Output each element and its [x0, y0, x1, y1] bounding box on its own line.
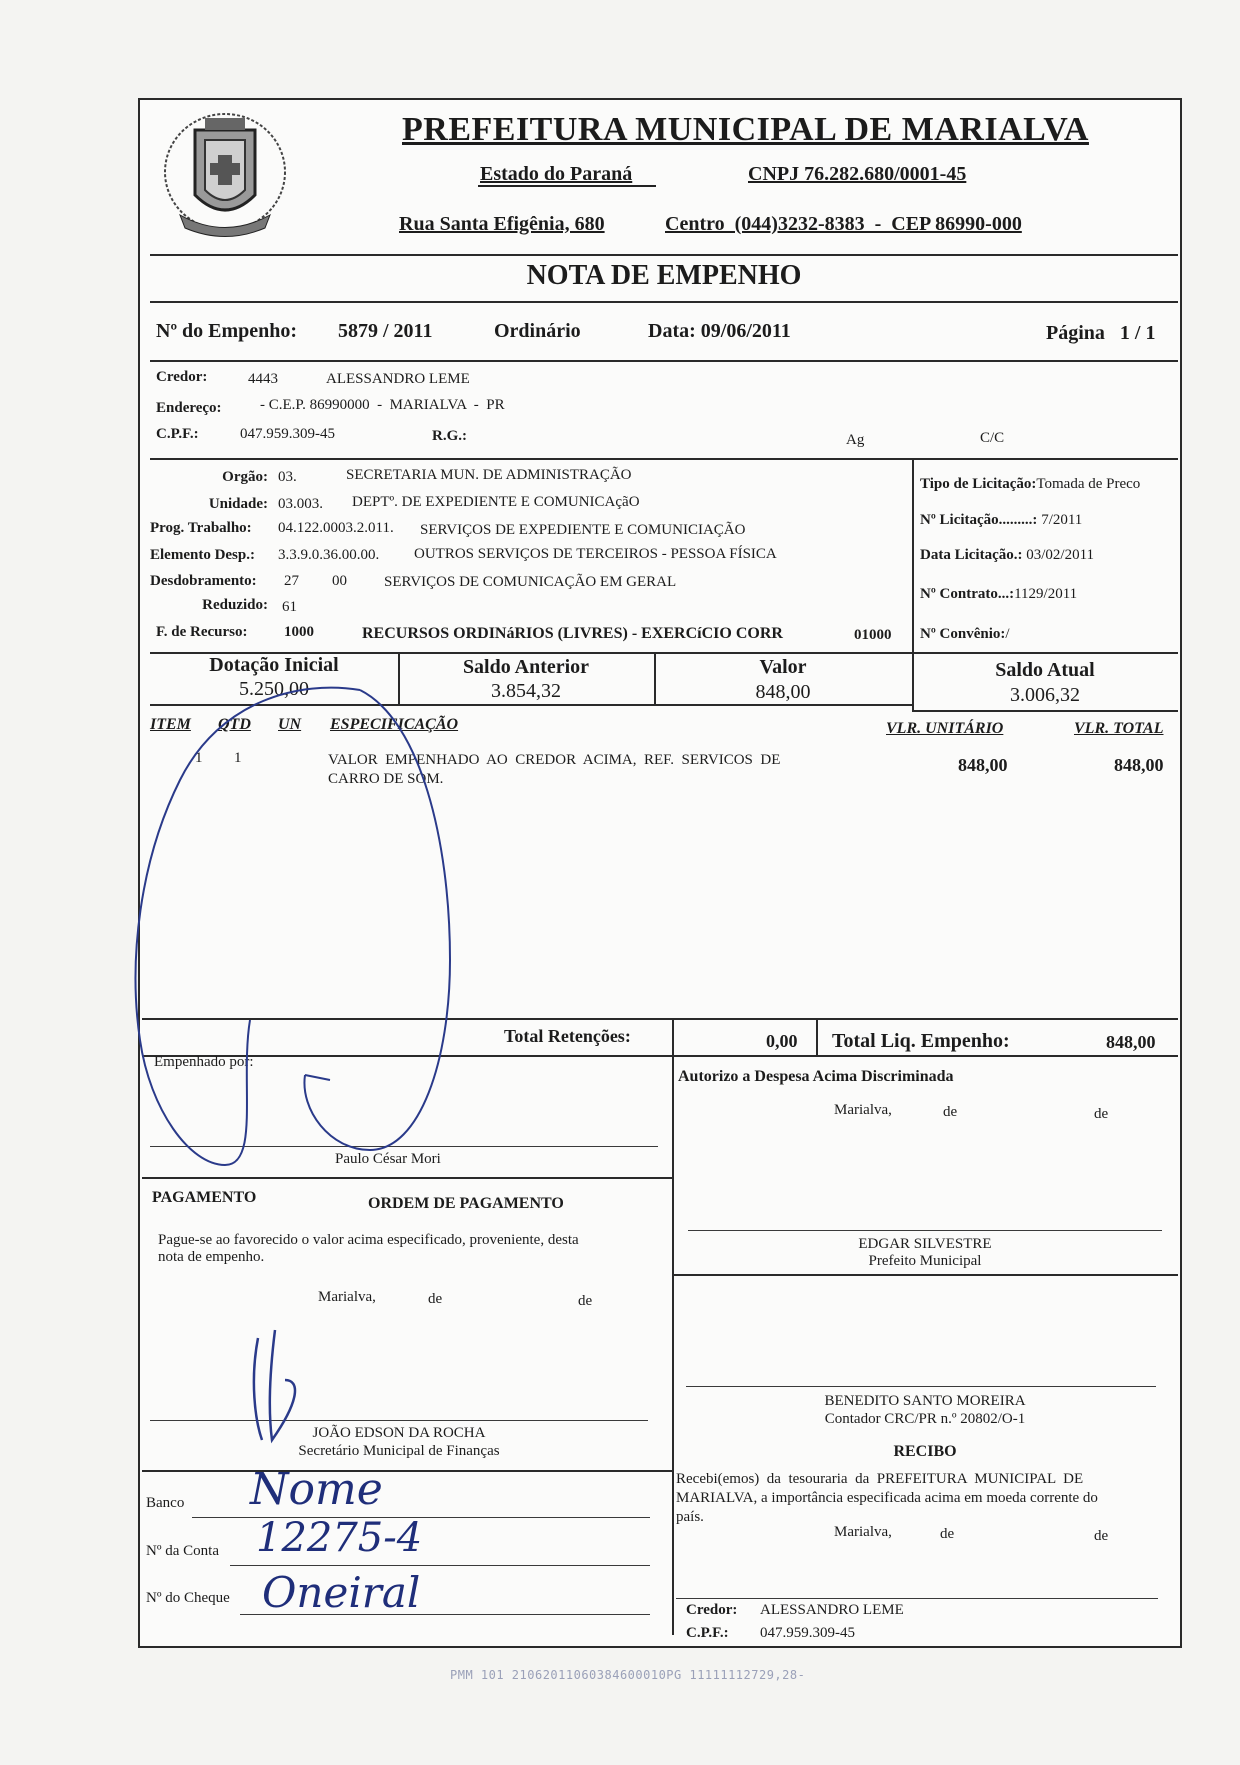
recibo-title: RECIBO: [893, 1443, 957, 1460]
reduzido-value: 61: [282, 599, 297, 615]
item-number: 1: [195, 750, 203, 766]
divider: [150, 301, 1178, 303]
divider: [150, 704, 912, 706]
items-header-espec: ESPECIFICAÇÃO: [330, 716, 459, 733]
prefeito-name: EDGAR SILVESTRE: [858, 1236, 992, 1252]
header-state-underline: [478, 185, 656, 187]
empenho-type: Ordinário: [494, 320, 581, 342]
divider: [672, 1018, 674, 1055]
divider: [142, 1018, 1178, 1020]
licitacao-data-label: Data Licitação.:: [920, 547, 1023, 563]
licitacao-tipo: [920, 476, 1140, 493]
header-address-rest: Centro (044)3232-8383 - CEP 86990-000: [665, 213, 1022, 235]
valor-value: 848,00: [755, 681, 811, 703]
desdobramento-code2: 00: [332, 573, 347, 589]
licitacao-convenio: [920, 626, 1010, 643]
prog-trabalho-desc: SERVIÇOS DE EXPEDIENTE E COMUNICIAÇÃO: [420, 522, 746, 538]
items-header-qtd: QTD: [218, 716, 251, 733]
divider: [150, 254, 1178, 256]
item-unit-value: 848,00: [958, 755, 1008, 775]
orgao-label: Orgão:: [222, 469, 268, 485]
recurso-code2: 01000: [854, 627, 892, 643]
header-state: Estado do Paraná: [480, 163, 633, 185]
prog-trabalho-code: 04.122.0003.2.011.: [278, 520, 394, 536]
divider: [142, 1177, 672, 1179]
orgao-code: 03.: [278, 469, 297, 485]
recibo-cpf-label: C.P.F.:: [686, 1625, 729, 1641]
item-qtd: 1: [234, 750, 242, 766]
divider: [672, 1055, 674, 1635]
saldo-atual-label: Saldo Atual: [995, 659, 1095, 681]
recibo-cpf-value: 047.959.309-45: [760, 1625, 855, 1641]
licitacao-data: [920, 547, 1094, 564]
item-desc-line1: VALOR EMPENHADO AO CREDOR ACIMA, REF. SERVICOS DE: [328, 752, 781, 768]
licitacao-tipo-label: Tipo de Licitação:: [920, 476, 1037, 492]
coat-of-arms-logo: [150, 100, 300, 250]
header-cnpj: CNPJ 76.282.680/0001-45: [748, 163, 967, 185]
pagamento-place: Marialva,: [318, 1289, 376, 1305]
divider: [816, 1018, 818, 1055]
cc-label: C/C: [980, 430, 1005, 446]
valor-label: Valor: [759, 656, 807, 678]
endereco-label: Endereço:: [156, 400, 222, 416]
secretario-name: JOÃO EDSON DA ROCHA: [312, 1425, 486, 1441]
empenhado-name: Paulo César Mori: [335, 1151, 441, 1167]
pagamento-text-line2: nota de empenho.: [158, 1249, 265, 1265]
recibo-credor-label: Credor:: [686, 1602, 738, 1618]
item-total-value: 848,00: [1114, 755, 1164, 775]
recibo-place: Marialva,: [834, 1524, 892, 1540]
input-line: [230, 1565, 650, 1566]
total-retencoes-label: Total Retenções:: [504, 1026, 631, 1046]
elemento-desc: OUTROS SERVIÇOS DE TERCEIROS - PESSOA FÍSICA: [414, 546, 777, 562]
licitacao-contrato-value: 1129/2011: [1014, 586, 1078, 602]
divider: [672, 1274, 1178, 1276]
banco-label: Banco: [146, 1495, 185, 1511]
autorizo-place: Marialva,: [834, 1102, 892, 1118]
pagamento-de1: de: [428, 1291, 443, 1307]
saldo-anterior-label: Saldo Anterior: [462, 656, 590, 678]
licitacao-convenio-label: Nº Convênio:: [920, 626, 1006, 642]
licitacao-tipo-value: Tomada de Preco: [1036, 476, 1141, 492]
signature-line: [686, 1386, 1156, 1387]
header-address: Rua Santa Efigênia, 680: [399, 213, 605, 235]
dotacao-value: 5.250,00: [239, 678, 309, 700]
signature-line: [688, 1230, 1162, 1231]
saldo-anterior-value: 3.854,32: [491, 680, 561, 702]
recurso-label: F. de Recurso:: [156, 624, 248, 640]
recurso-code: 1000: [284, 624, 314, 640]
licitacao-convenio-value: /: [1005, 626, 1010, 642]
licitacao-data-value: 03/02/2011: [1026, 547, 1095, 563]
reduzido-label: Reduzido:: [202, 597, 268, 613]
credor-code: 4443: [248, 371, 278, 387]
signature-line: [676, 1598, 1158, 1599]
secretario-role: Secretário Municipal de Finanças: [298, 1443, 500, 1459]
items-header-un: UN: [278, 716, 302, 733]
recibo-text-line3: país.: [676, 1509, 704, 1525]
items-header-total-value: VLR. TOTAL: [1074, 720, 1164, 737]
prog-trabalho-label: Prog. Trabalho:: [150, 520, 252, 536]
elemento-code: 3.3.9.0.36.00.00.: [278, 547, 380, 563]
dotacao-label: Dotação Inicial: [209, 654, 339, 676]
credor-label: Credor:: [156, 369, 208, 385]
recibo-text-line1: Recebi(emos) da tesouraria da PREFEITURA MUNICIPAL DE: [676, 1471, 1084, 1487]
divider: [912, 458, 914, 652]
cpf-label: C.P.F.:: [156, 426, 199, 442]
contador-name: BENEDITO SANTO MOREIRA: [824, 1393, 1026, 1409]
pagamento-text-line1: Pague-se ao favorecido o valor acima especificado, proveniente, desta: [158, 1232, 579, 1248]
autorizo-de1: de: [943, 1104, 958, 1120]
cheque-handwritten: Oneiral: [262, 1568, 421, 1617]
header-title: PREFEITURA MUNICIPAL DE MARIALVA: [402, 111, 1089, 148]
credor-name: ALESSANDRO LEME: [326, 371, 470, 387]
unidade-code: 03.003.: [278, 496, 323, 512]
barcode-text: PMM 101 21062011060384600010PG 11111112729,28-: [450, 1668, 806, 1682]
empenhado-label: Empenhado por:: [154, 1054, 254, 1070]
items-header-item: ITEM: [150, 716, 191, 733]
empenho-date: Data: 09/06/2011: [648, 320, 791, 342]
divider: [150, 458, 1178, 460]
recurso-desc: RECURSOS ORDINáRIOS (LIVRES) - EXERCíCIO CORR: [362, 625, 783, 642]
total-retencoes-value: 0,00: [766, 1031, 798, 1051]
document-title: NOTA DE EMPENHO: [526, 260, 802, 291]
cpf-value: 047.959.309-45: [240, 426, 335, 442]
signature-line: [150, 1146, 658, 1147]
contador-role: Contador CRC/PR n.º 20802/O-1: [824, 1411, 1026, 1427]
empenho-number-label: Nº do Empenho:: [156, 320, 298, 342]
divider: [150, 360, 1178, 362]
licitacao-numero-value: 7/2011: [1041, 512, 1083, 528]
ag-label: Ag: [846, 432, 865, 448]
desdobramento-desc: SERVIÇOS DE COMUNICAÇÃO EM GERAL: [384, 574, 677, 590]
licitacao-numero: [920, 512, 1082, 529]
desdobramento-label: Desdobramento:: [150, 573, 257, 589]
licitacao-contrato-label: Nº Contrato...:: [920, 586, 1015, 602]
banco-handwritten: Nome: [250, 1464, 383, 1515]
orgao-desc: SECRETARIA MUN. DE ADMINISTRAÇÃO: [346, 467, 632, 483]
divider: [912, 710, 1178, 712]
rg-label: R.G.:: [432, 428, 467, 444]
licitacao-contrato: [920, 586, 1077, 603]
pagamento-de2: de: [578, 1293, 593, 1309]
page-number: Página 1 / 1: [1046, 322, 1156, 344]
elemento-label: Elemento Desp.:: [150, 547, 255, 563]
unidade-label: Unidade:: [208, 496, 268, 512]
unidade-desc: DEPTº. DE EXPEDIENTE E COMUNICAçãO: [352, 494, 640, 510]
licitacao-numero-label: Nº Licitação.........:: [920, 512, 1038, 528]
conta-handwritten: 12275-4: [256, 1515, 423, 1561]
total-liq-value: 848,00: [1106, 1032, 1156, 1052]
endereco-value: - C.E.P. 86990000 - MARIALVA - PR: [260, 397, 505, 413]
ordem-pagamento-label: ORDEM DE PAGAMENTO: [368, 1195, 564, 1212]
autorizo-title: Autorizo a Despesa Acima Discriminada: [678, 1068, 954, 1085]
recibo-de2: de: [1094, 1528, 1109, 1544]
recibo-de1: de: [940, 1526, 955, 1542]
pagamento-label: PAGAMENTO: [152, 1189, 257, 1206]
recibo-text-line2: MARIALVA, a importância especificada acima em moeda corrente do: [676, 1490, 1098, 1506]
item-desc-line2: CARRO DE SOM.: [328, 771, 444, 787]
divider: [142, 1470, 672, 1472]
divider: [142, 1055, 1178, 1057]
prefeito-role: Prefeito Municipal: [868, 1253, 982, 1269]
recibo-credor-value: ALESSANDRO LEME: [760, 1602, 904, 1618]
cheque-label: Nº do Cheque: [146, 1590, 230, 1606]
empenho-number: 5879 / 2011: [338, 320, 433, 342]
autorizo-de2: de: [1094, 1106, 1109, 1122]
saldo-atual-value: 3.006,32: [1010, 684, 1080, 706]
signature-line: [150, 1420, 648, 1421]
total-liq-label: Total Liq. Empenho:: [832, 1030, 1010, 1052]
desdobramento-code: 27: [284, 573, 299, 589]
conta-label: Nº da Conta: [146, 1543, 219, 1559]
items-header-unit-value: VLR. UNITÁRIO: [886, 720, 1004, 737]
